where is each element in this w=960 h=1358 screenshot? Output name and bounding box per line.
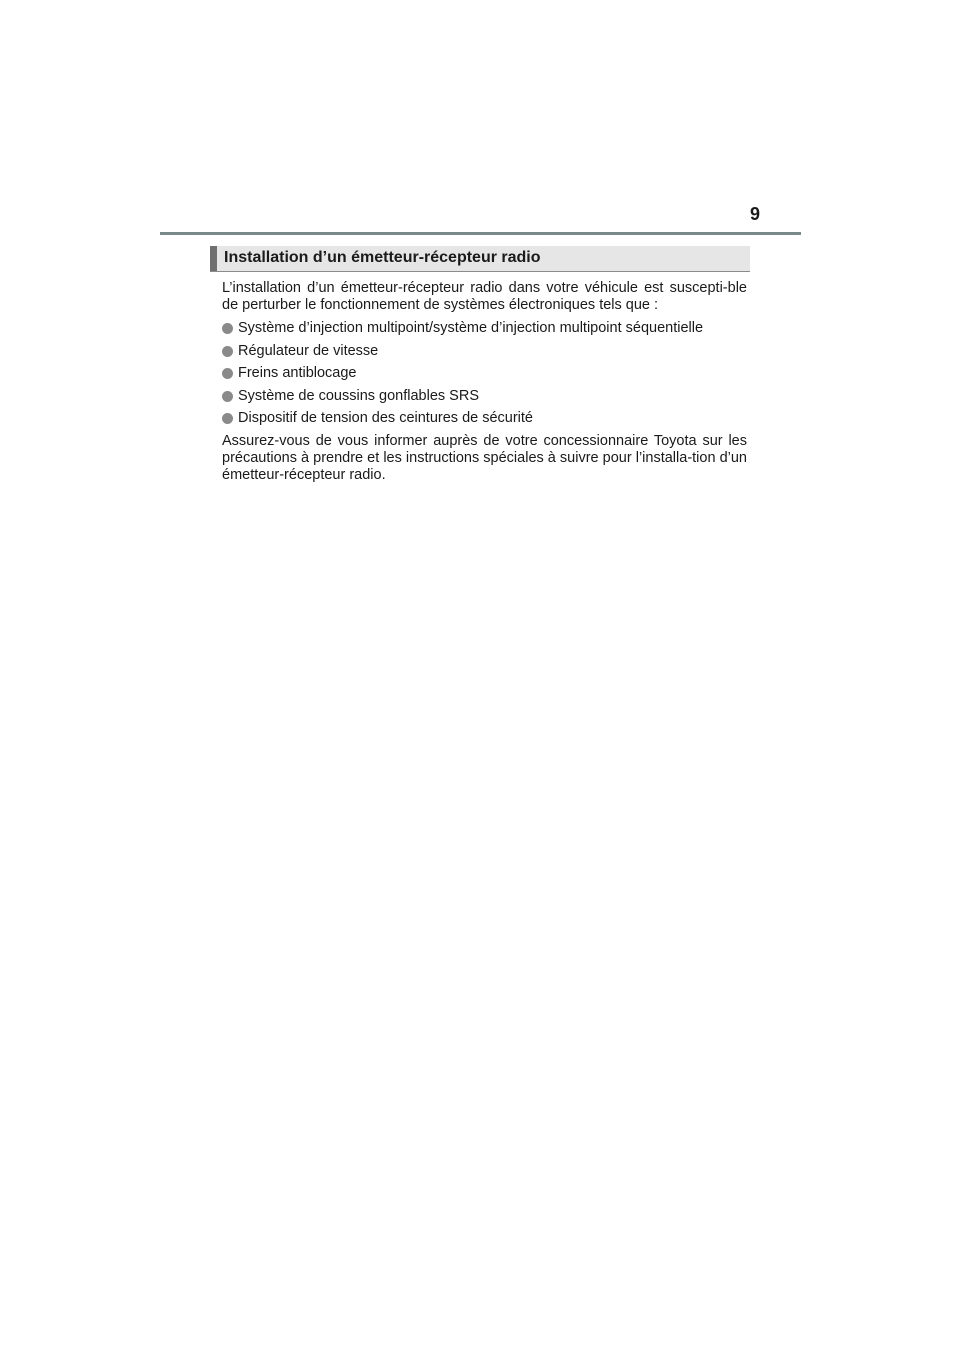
systems-list — [222, 320, 747, 427]
page-number: 9 — [749, 204, 760, 224]
list-item-text: Freins antiblocage — [238, 365, 357, 381]
bullet-icon — [222, 368, 233, 379]
list-item — [222, 365, 747, 382]
list-item — [222, 410, 747, 427]
list-item-text: Régulateur de vitesse — [238, 342, 379, 359]
bullet-icon — [222, 323, 233, 334]
list-item — [222, 320, 747, 337]
section-body — [222, 280, 747, 490]
header-rule — [160, 232, 801, 235]
list-item-text: Système de coussins gonflables SRS — [238, 387, 479, 404]
bullet-icon — [222, 346, 233, 357]
intro-paragraph: L’installation d’un émetteur-récepteur radio dans votre véhicule est suscepti-ble de perturber le fonctionnement de systèmes électroniques tels que : — [222, 280, 747, 313]
bullet-icon — [222, 391, 233, 402]
bullet-icon — [222, 413, 233, 424]
conclusion-paragraph: Assurez-vous de vous informer auprès de votre concessionnaire Toyota sur les précautions à prendre et les instructions spéciales à suivre pour l’installa-tion d’un émetteur-récepteur radio. — [222, 433, 747, 483]
list-item — [222, 343, 747, 360]
section-marker — [210, 246, 217, 271]
section-title: Installation d’un émetteur-récepteur radio — [224, 249, 541, 266]
list-item-text: Système d’injection multipoint/système d’injection multipoint séquentielle — [238, 320, 704, 336]
section-header — [210, 246, 750, 272]
list-item-text: Dispositif de tension des ceintures de sécurité — [238, 410, 533, 426]
list-item — [222, 388, 747, 405]
